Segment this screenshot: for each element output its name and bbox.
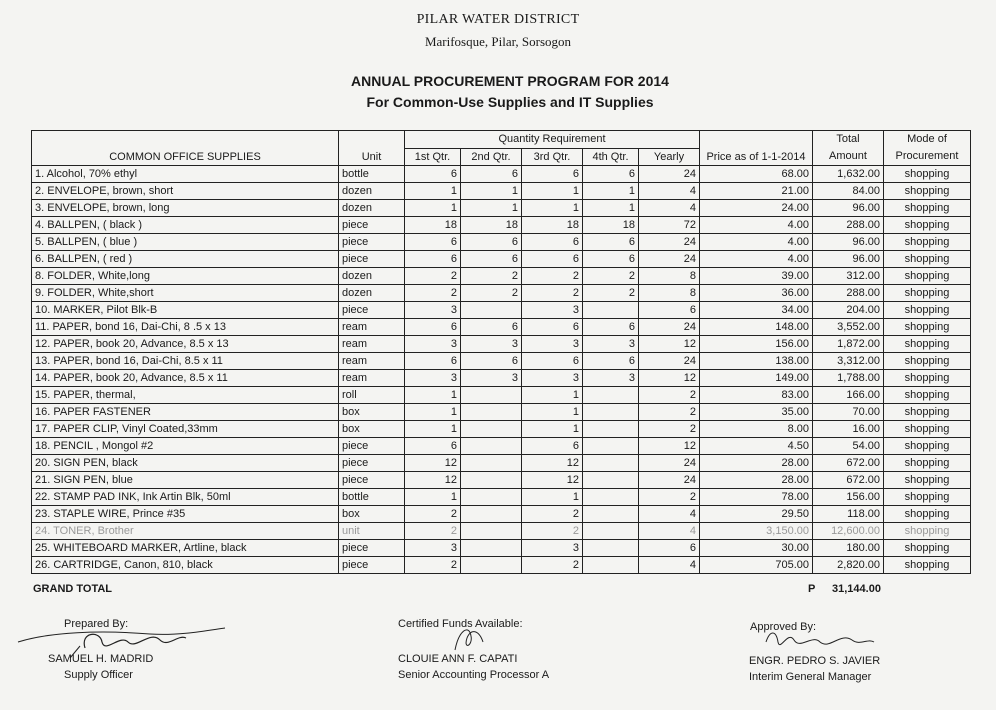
table-row: [32, 200, 971, 217]
row-total: 3,552.00: [813, 319, 884, 336]
row-mode: shopping: [884, 251, 971, 268]
row-q3: 6: [522, 234, 583, 251]
row-unit: piece: [339, 234, 405, 251]
row-mode: shopping: [884, 557, 971, 574]
row-q1: 2: [405, 523, 461, 540]
row-mode: shopping: [884, 540, 971, 557]
row-item: 2. ENVELOPE, brown, short: [32, 183, 339, 200]
row-q3: 6: [522, 353, 583, 370]
row-mode: shopping: [884, 200, 971, 217]
row-q2: 6: [461, 251, 522, 268]
row-q1: 2: [405, 268, 461, 285]
row-q2: 18: [461, 217, 522, 234]
row-yearly: 8: [639, 268, 700, 285]
table-row: [32, 302, 971, 319]
row-q1: 3: [405, 540, 461, 557]
row-q2: 1: [461, 183, 522, 200]
row-price: 8.00: [700, 421, 813, 438]
row-q3: 18: [522, 217, 583, 234]
grand-total-amount: 31,144.00: [832, 583, 881, 595]
row-q1: 1: [405, 200, 461, 217]
row-q3: 1: [522, 489, 583, 506]
row-price: 21.00: [700, 183, 813, 200]
row-item: 18. PENCIL , Mongol #2: [32, 438, 339, 455]
column-header-total-line2: Amount: [829, 150, 867, 162]
row-q2: [461, 387, 522, 404]
row-unit: box: [339, 404, 405, 421]
row-item: 8. FOLDER, White,long: [32, 268, 339, 285]
prepared-by-label: Prepared By:: [64, 618, 129, 630]
row-item: 9. FOLDER, White,short: [32, 285, 339, 302]
row-yearly: 6: [639, 540, 700, 557]
column-header-q3: 3rd Qtr.: [522, 148, 583, 166]
table-row: [32, 421, 971, 438]
row-total: 3,312.00: [813, 353, 884, 370]
row-unit: piece: [339, 472, 405, 489]
row-q1: 6: [405, 166, 461, 183]
row-unit: dozen: [339, 200, 405, 217]
row-yearly: 2: [639, 489, 700, 506]
column-header-item: COMMON OFFICE SUPPLIES: [32, 131, 339, 166]
row-mode: shopping: [884, 319, 971, 336]
row-mode: shopping: [884, 472, 971, 489]
table-header-row-1: [32, 131, 971, 149]
certified-by-label: Certified Funds Available:: [398, 618, 523, 630]
row-yearly: 12: [639, 370, 700, 387]
row-q3: 3: [522, 336, 583, 353]
row-item: 11. PAPER, bond 16, Dai-Chi, 8 .5 x 13: [32, 319, 339, 336]
row-yearly: 4: [639, 183, 700, 200]
row-yearly: 24: [639, 319, 700, 336]
row-unit: bottle: [339, 489, 405, 506]
table-row: [32, 540, 971, 557]
row-item: 17. PAPER CLIP, Vinyl Coated,33mm: [32, 421, 339, 438]
row-yearly: 24: [639, 472, 700, 489]
table-row: [32, 472, 971, 489]
prepared-by-position: Supply Officer: [64, 669, 133, 681]
table-row: [32, 251, 971, 268]
column-header-total: [813, 131, 884, 166]
row-q4: 18: [583, 217, 639, 234]
row-q4: [583, 455, 639, 472]
row-q2: [461, 302, 522, 319]
row-unit: ream: [339, 353, 405, 370]
table-row: [32, 557, 971, 574]
row-price: 28.00: [700, 472, 813, 489]
row-q3: 2: [522, 268, 583, 285]
row-total: 84.00: [813, 183, 884, 200]
row-q2: 6: [461, 353, 522, 370]
row-yearly: 24: [639, 251, 700, 268]
row-q3: 1: [522, 404, 583, 421]
row-price: 29.50: [700, 506, 813, 523]
row-unit: ream: [339, 370, 405, 387]
row-item: 14. PAPER, book 20, Advance, 8.5 x 11: [32, 370, 339, 387]
row-q2: [461, 557, 522, 574]
org-name: PILAR WATER DISTRICT: [416, 12, 580, 27]
row-unit: piece: [339, 557, 405, 574]
row-q4: [583, 387, 639, 404]
row-q4: [583, 302, 639, 319]
row-q4: [583, 540, 639, 557]
row-item: 24. TONER, Brother: [32, 523, 339, 540]
row-q3: 2: [522, 557, 583, 574]
column-header-yearly: Yearly: [639, 148, 700, 166]
row-yearly: 8: [639, 285, 700, 302]
row-yearly: 4: [639, 557, 700, 574]
approved-by-name: ENGR. PEDRO S. JAVIER: [749, 655, 881, 667]
table-row: [32, 319, 971, 336]
row-price: 36.00: [700, 285, 813, 302]
row-unit: piece: [339, 540, 405, 557]
row-yearly: 4: [639, 506, 700, 523]
table-row: [32, 268, 971, 285]
row-yearly: 4: [639, 200, 700, 217]
row-q2: 2: [461, 285, 522, 302]
row-item: 13. PAPER, bond 16, Dai-Chi, 8.5 x 11: [32, 353, 339, 370]
row-q4: [583, 489, 639, 506]
row-mode: shopping: [884, 370, 971, 387]
row-price: 4.50: [700, 438, 813, 455]
org-address: Marifosque, Pilar, Sorsogon: [424, 34, 572, 49]
row-total: 70.00: [813, 404, 884, 421]
table-row: [32, 234, 971, 251]
row-q1: 18: [405, 217, 461, 234]
row-total: 672.00: [813, 472, 884, 489]
row-q4: [583, 421, 639, 438]
row-q4: [583, 523, 639, 540]
row-total: 312.00: [813, 268, 884, 285]
row-total: 12,600.00: [813, 523, 884, 540]
table-body: [32, 166, 971, 574]
row-q1: 1: [405, 421, 461, 438]
document-title: ANNUAL PROCUREMENT PROGRAM FOR 2014: [351, 73, 669, 89]
row-mode: shopping: [884, 438, 971, 455]
row-item: 6. BALLPEN, ( red ): [32, 251, 339, 268]
row-q1: 3: [405, 370, 461, 387]
row-q1: 6: [405, 251, 461, 268]
row-unit: piece: [339, 251, 405, 268]
row-q4: 6: [583, 166, 639, 183]
table-row: [32, 353, 971, 370]
row-q4: 1: [583, 183, 639, 200]
row-q2: 3: [461, 336, 522, 353]
row-price: 156.00: [700, 336, 813, 353]
row-total: 54.00: [813, 438, 884, 455]
row-mode: shopping: [884, 455, 971, 472]
row-q4: 1: [583, 200, 639, 217]
row-item: 4. BALLPEN, ( black ): [32, 217, 339, 234]
row-q1: 6: [405, 319, 461, 336]
row-mode: shopping: [884, 387, 971, 404]
column-header-quantity-group: Quantity Requirement: [405, 131, 700, 149]
row-price: 83.00: [700, 387, 813, 404]
row-yearly: 2: [639, 387, 700, 404]
row-unit: unit: [339, 523, 405, 540]
row-total: 2,820.00: [813, 557, 884, 574]
row-item: 15. PAPER, thermal,: [32, 387, 339, 404]
row-yearly: 24: [639, 166, 700, 183]
table-row: [32, 506, 971, 523]
column-header-price: Price as of 1-1-2014: [700, 131, 813, 166]
certified-by-name: CLOUIE ANN F. CAPATI: [398, 653, 518, 665]
row-mode: shopping: [884, 268, 971, 285]
row-q1: 12: [405, 472, 461, 489]
row-q4: 6: [583, 234, 639, 251]
row-q3: 6: [522, 251, 583, 268]
row-q2: [461, 438, 522, 455]
row-yearly: 2: [639, 421, 700, 438]
row-item: 10. MARKER, Pilot Blk-B: [32, 302, 339, 319]
row-q1: 1: [405, 489, 461, 506]
row-q3: 6: [522, 438, 583, 455]
row-q1: 1: [405, 404, 461, 421]
table-row: [32, 183, 971, 200]
row-q4: [583, 472, 639, 489]
row-total: 204.00: [813, 302, 884, 319]
row-total: 672.00: [813, 455, 884, 472]
row-q2: 1: [461, 200, 522, 217]
row-item: 25. WHITEBOARD MARKER, Artline, black: [32, 540, 339, 557]
row-q1: 2: [405, 506, 461, 523]
row-mode: shopping: [884, 302, 971, 319]
row-item: 5. BALLPEN, ( blue ): [32, 234, 339, 251]
row-price: 28.00: [700, 455, 813, 472]
row-yearly: 6: [639, 302, 700, 319]
column-header-mode-line2: Procurement: [895, 150, 959, 162]
row-mode: shopping: [884, 421, 971, 438]
row-total: 118.00: [813, 506, 884, 523]
row-q4: 6: [583, 319, 639, 336]
table-row: [32, 285, 971, 302]
row-price: 3,150.00: [700, 523, 813, 540]
row-mode: shopping: [884, 404, 971, 421]
row-total: 96.00: [813, 251, 884, 268]
row-q3: 1: [522, 421, 583, 438]
row-unit: box: [339, 421, 405, 438]
row-q1: 6: [405, 353, 461, 370]
approved-by-label: Approved By:: [750, 621, 817, 633]
row-q2: [461, 506, 522, 523]
column-header-unit: Unit: [339, 131, 405, 166]
row-q3: 3: [522, 302, 583, 319]
row-yearly: 24: [639, 353, 700, 370]
row-total: 16.00: [813, 421, 884, 438]
row-item: 26. CARTRIDGE, Canon, 810, black: [32, 557, 339, 574]
row-total: 96.00: [813, 234, 884, 251]
row-q3: 1: [522, 183, 583, 200]
table-row: [32, 387, 971, 404]
table-row: [32, 166, 971, 183]
row-price: 34.00: [700, 302, 813, 319]
row-mode: shopping: [884, 183, 971, 200]
grand-total-currency: P: [808, 583, 816, 595]
row-q1: 1: [405, 387, 461, 404]
row-total: 166.00: [813, 387, 884, 404]
row-item: 22. STAMP PAD INK, Ink Artin Blk, 50ml: [32, 489, 339, 506]
row-yearly: 24: [639, 234, 700, 251]
row-q2: 2: [461, 268, 522, 285]
table-row: [32, 455, 971, 472]
row-q3: 1: [522, 387, 583, 404]
prepared-by-name: SAMUEL H. MADRID: [48, 653, 154, 665]
row-q4: [583, 438, 639, 455]
row-q2: [461, 455, 522, 472]
row-q2: [461, 523, 522, 540]
row-yearly: 72: [639, 217, 700, 234]
row-unit: piece: [339, 455, 405, 472]
row-q2: [461, 489, 522, 506]
row-q1: 3: [405, 336, 461, 353]
table-row: [32, 370, 971, 387]
row-q4: 6: [583, 251, 639, 268]
row-item: 21. SIGN PEN, blue: [32, 472, 339, 489]
row-q1: 12: [405, 455, 461, 472]
row-total: 1,788.00: [813, 370, 884, 387]
certified-by-position: Senior Accounting Processor A: [398, 669, 550, 681]
row-price: 30.00: [700, 540, 813, 557]
row-total: 96.00: [813, 200, 884, 217]
row-price: 78.00: [700, 489, 813, 506]
row-q2: 6: [461, 234, 522, 251]
row-price: 4.00: [700, 217, 813, 234]
row-q3: 12: [522, 455, 583, 472]
row-q1: 2: [405, 285, 461, 302]
row-unit: dozen: [339, 183, 405, 200]
row-q3: 2: [522, 285, 583, 302]
row-price: 4.00: [700, 251, 813, 268]
column-header-total-line1: Total: [836, 133, 860, 145]
row-mode: shopping: [884, 489, 971, 506]
row-yearly: 4: [639, 523, 700, 540]
table-row: [32, 217, 971, 234]
row-item: 1. Alcohol, 70% ethyl: [32, 166, 339, 183]
table-row: [32, 336, 971, 353]
row-total: 1,872.00: [813, 336, 884, 353]
row-q3: 3: [522, 540, 583, 557]
row-price: 148.00: [700, 319, 813, 336]
row-item: 20. SIGN PEN, black: [32, 455, 339, 472]
row-q2: [461, 404, 522, 421]
row-q3: 2: [522, 506, 583, 523]
row-q2: 6: [461, 319, 522, 336]
row-q2: 3: [461, 370, 522, 387]
row-item: 23. STAPLE WIRE, Prince #35: [32, 506, 339, 523]
approved-by-position: Interim General Manager: [749, 671, 872, 683]
column-header-mode-line1: Mode of: [907, 133, 947, 145]
row-mode: shopping: [884, 285, 971, 302]
row-yearly: 24: [639, 455, 700, 472]
row-total: 288.00: [813, 217, 884, 234]
row-mode: shopping: [884, 217, 971, 234]
table-row: [32, 489, 971, 506]
row-q4: [583, 404, 639, 421]
row-q4: [583, 557, 639, 574]
row-unit: ream: [339, 336, 405, 353]
document-subtitle: For Common-Use Supplies and IT Supplies: [366, 94, 654, 110]
row-unit: roll: [339, 387, 405, 404]
row-q3: 2: [522, 523, 583, 540]
row-q3: 12: [522, 472, 583, 489]
row-q3: 6: [522, 319, 583, 336]
row-yearly: 12: [639, 438, 700, 455]
row-unit: piece: [339, 302, 405, 319]
row-q4: [583, 506, 639, 523]
row-total: 1,632.00: [813, 166, 884, 183]
row-q2: [461, 421, 522, 438]
row-total: 156.00: [813, 489, 884, 506]
row-price: 705.00: [700, 557, 813, 574]
column-header-q1: 1st Qtr.: [405, 148, 461, 166]
row-unit: piece: [339, 217, 405, 234]
row-q1: 1: [405, 183, 461, 200]
row-item: 16. PAPER FASTENER: [32, 404, 339, 421]
row-q2: 6: [461, 166, 522, 183]
table-row: [32, 404, 971, 421]
row-q2: [461, 472, 522, 489]
row-q4: 2: [583, 285, 639, 302]
row-unit: dozen: [339, 268, 405, 285]
row-q1: 3: [405, 302, 461, 319]
row-price: 138.00: [700, 353, 813, 370]
row-total: 180.00: [813, 540, 884, 557]
row-item: 3. ENVELOPE, brown, long: [32, 200, 339, 217]
row-q4: 3: [583, 336, 639, 353]
row-mode: shopping: [884, 523, 971, 540]
column-header-q4: 4th Qtr.: [583, 148, 639, 166]
column-header-mode: [884, 131, 971, 166]
row-unit: box: [339, 506, 405, 523]
row-price: 149.00: [700, 370, 813, 387]
row-price: 24.00: [700, 200, 813, 217]
row-q1: 6: [405, 234, 461, 251]
column-header-q2: 2nd Qtr.: [461, 148, 522, 166]
row-mode: shopping: [884, 353, 971, 370]
table-row: [32, 438, 971, 455]
grand-total-label: GRAND TOTAL: [33, 583, 113, 595]
row-total: 288.00: [813, 285, 884, 302]
row-price: 35.00: [700, 404, 813, 421]
row-unit: bottle: [339, 166, 405, 183]
row-unit: ream: [339, 319, 405, 336]
row-q3: 6: [522, 166, 583, 183]
row-q4: 3: [583, 370, 639, 387]
table-row: [32, 523, 971, 540]
row-yearly: 2: [639, 404, 700, 421]
supplies-table: [31, 130, 971, 574]
row-q3: 3: [522, 370, 583, 387]
row-q4: 6: [583, 353, 639, 370]
row-mode: shopping: [884, 506, 971, 523]
row-item: 12. PAPER, book 20, Advance, 8.5 x 13: [32, 336, 339, 353]
row-q1: 6: [405, 438, 461, 455]
row-q1: 2: [405, 557, 461, 574]
row-mode: shopping: [884, 166, 971, 183]
row-q4: 2: [583, 268, 639, 285]
row-price: 39.00: [700, 268, 813, 285]
row-mode: shopping: [884, 336, 971, 353]
row-price: 4.00: [700, 234, 813, 251]
row-mode: shopping: [884, 234, 971, 251]
row-yearly: 12: [639, 336, 700, 353]
row-price: 68.00: [700, 166, 813, 183]
row-unit: dozen: [339, 285, 405, 302]
row-q2: [461, 540, 522, 557]
row-q3: 1: [522, 200, 583, 217]
row-unit: piece: [339, 438, 405, 455]
